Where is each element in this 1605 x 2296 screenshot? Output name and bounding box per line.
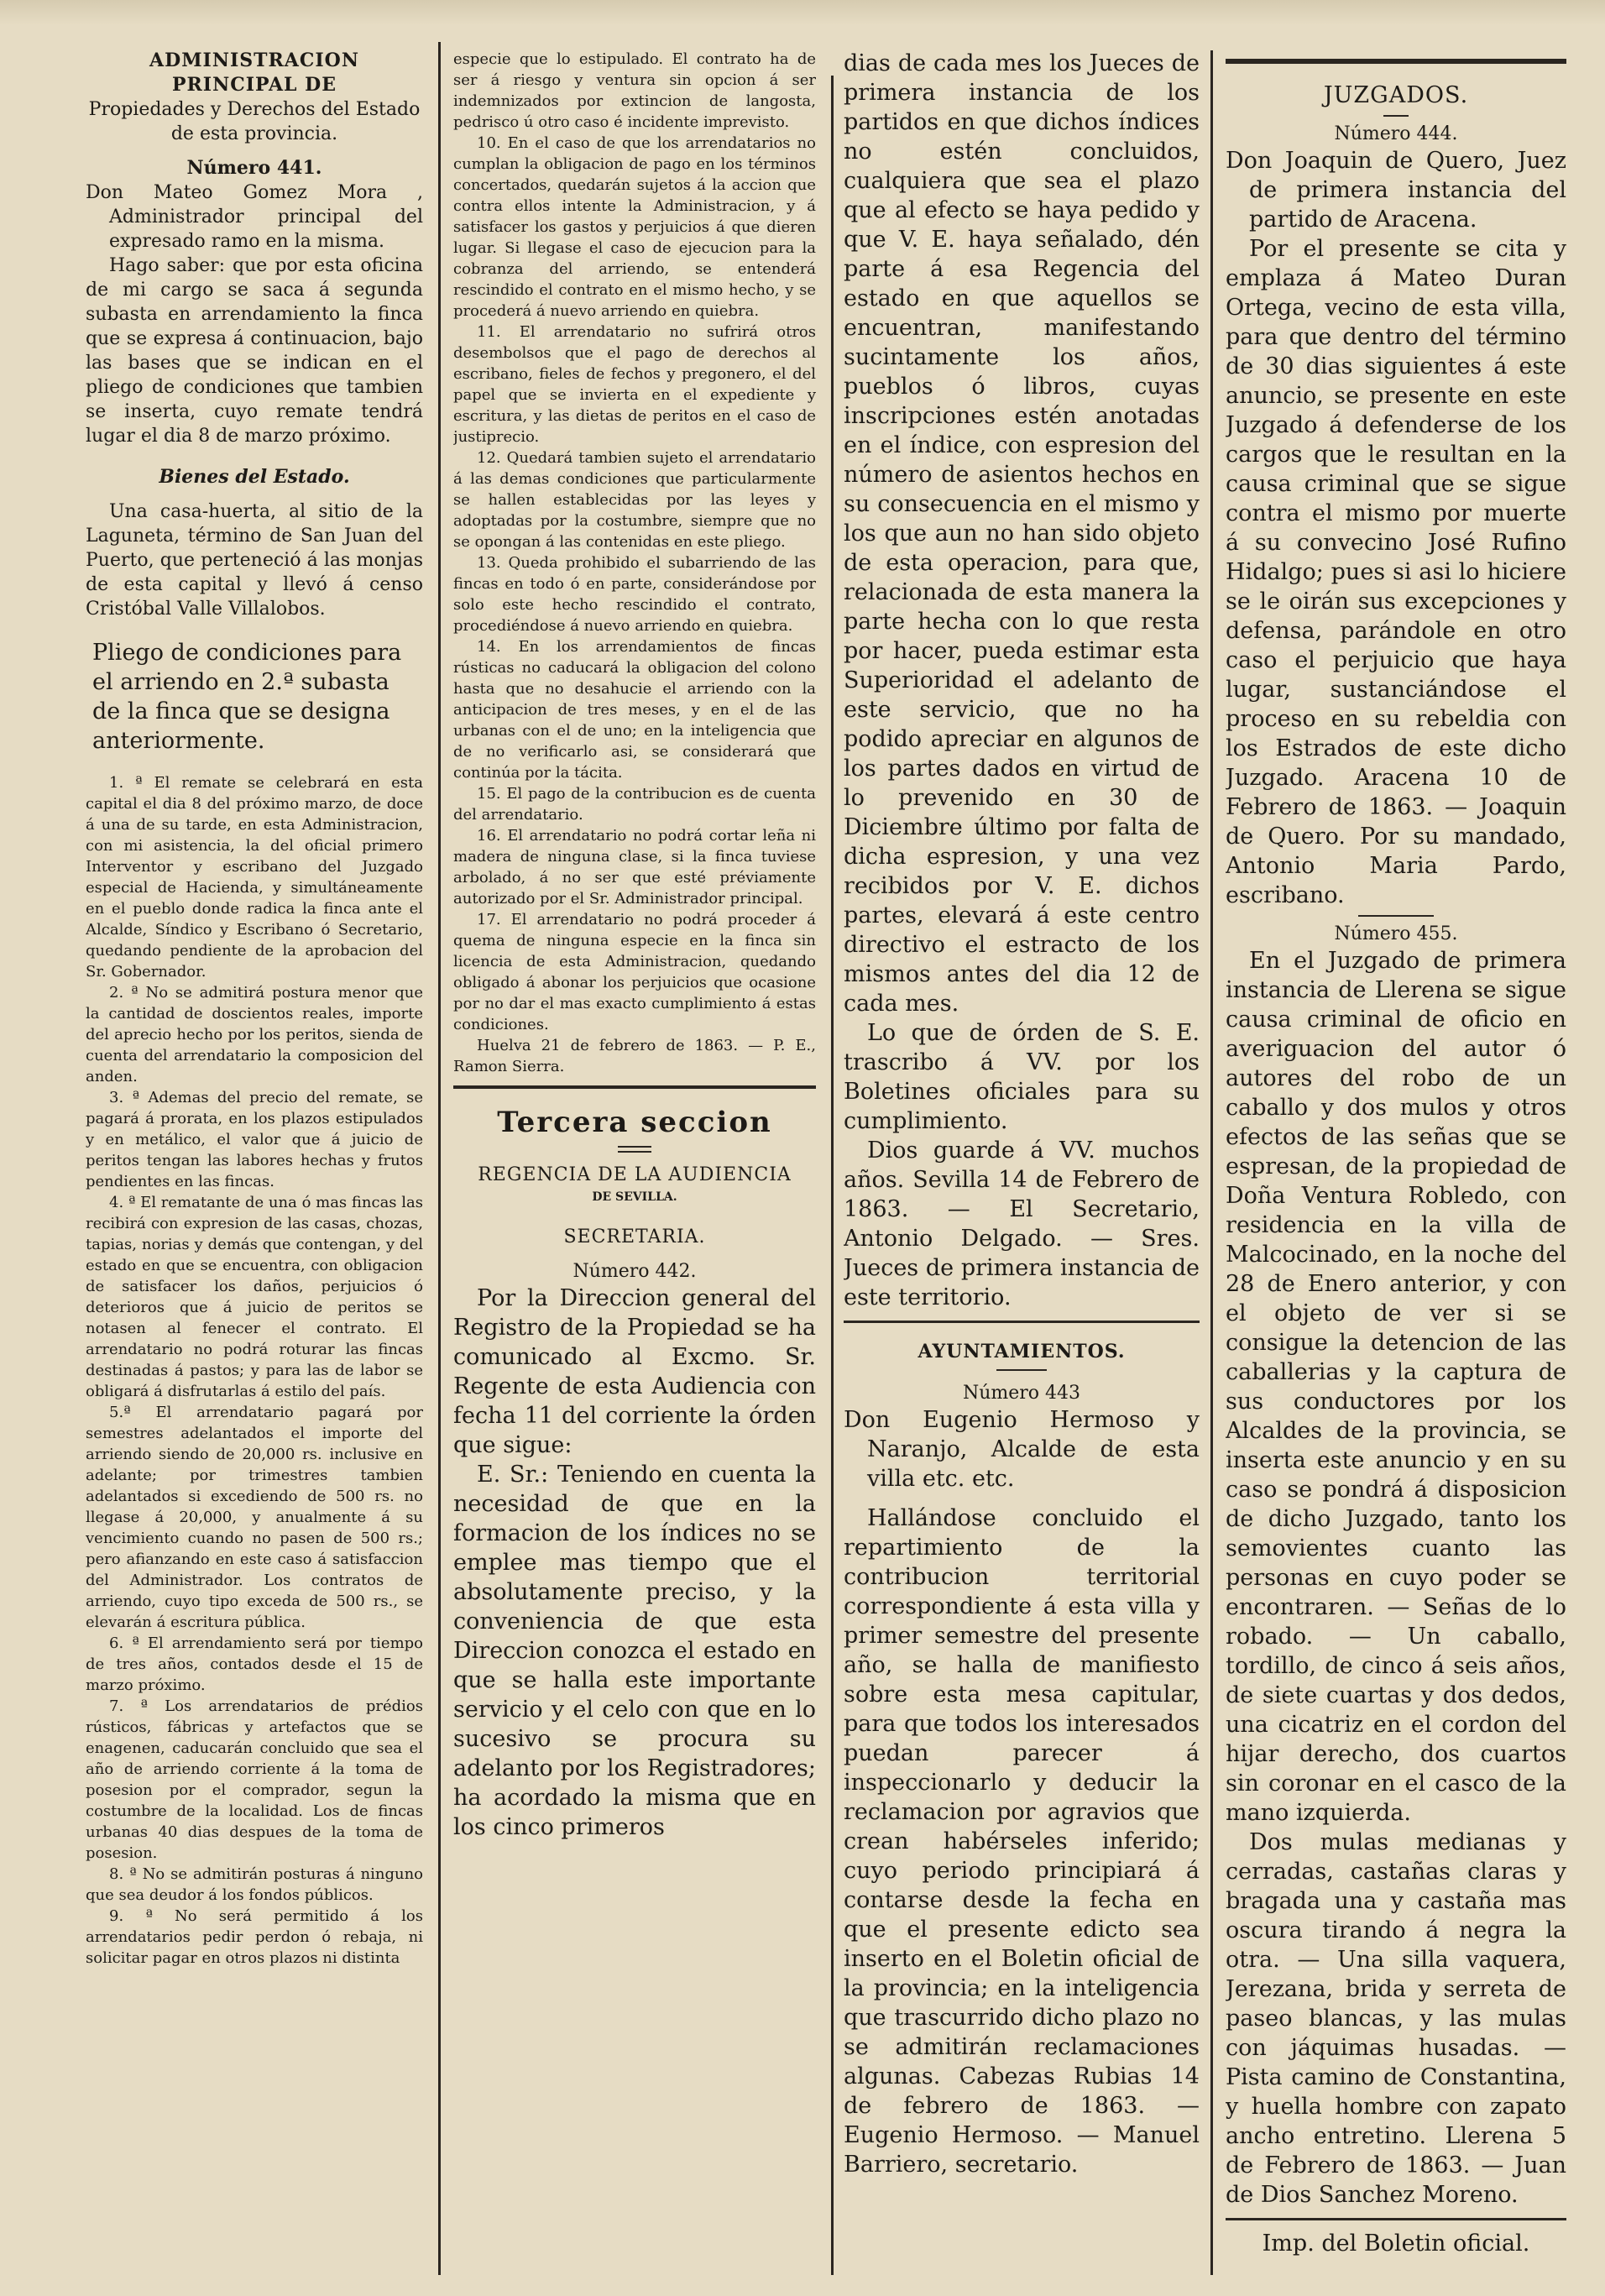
notice-body: Hago saber: que por esta oficina de mi cargo se saca á segunda subasta en arrendamiento la finca que se expresa á continuacion, bajo las bases que se indican en el pliego de condiciones que tambien se inserta, cuyo remate tendrá lugar el dia 8 de marzo próximo. <box>86 255 423 447</box>
notice-number: Número 442. <box>572 1261 697 1282</box>
short-rule <box>996 1369 1047 1371</box>
regencia-heading: REGENCIA DE LA AUDIENCIA <box>478 1164 792 1185</box>
column-4 <box>1226 59 1566 2296</box>
divider <box>844 1321 1200 1323</box>
notice-body: Hallándose concluido el repartimiento de la contribucion territorial correspondiente á esta villa y primer semestre del presente año, se halla de manifiesto sobre esta mesa capitular, para que todos los interesados puedan parecer á inspeccionarlo y deducir la reclamacion por agravios que crean habérseles inferido; cuyo periodo principiará á contarse desde la fecha en que el presente edicto sea inserto en el Boletin oficial de la provincia; en la inteligencia que trascurrido dicho plazo no se admitirán reclamaciones algunas. Cabezas Rubias 14 de febrero de 1863. — Eugenio Hermoso. — Manuel Barriero, secretario. <box>844 1505 1200 2178</box>
condition-item: 7. ª Los arrendatarios de prédios rústicos, fábricas y artefactos que se enagenen, caducarán concluido que sea el año de arriendo corriente á la toma de posesion por el comprador, segun la costumbre de la localidad. Los de fincas urbanas 40 dias despues de la toma de posesion. <box>86 1697 423 1862</box>
condition-item: 17. El arrendatario no podrá proceder á quema de ninguna especie en la finca sin licencia de esta Administracion, quedando obligado á abonar los perjuicios que ocasione por no dar el mas exacto cumplimiento á estas condiciones. <box>453 911 816 1033</box>
column-rule <box>438 42 441 2275</box>
column-rule <box>1210 50 1213 2275</box>
notice-body: Dos mulas medianas y cerradas, castañas claras y bragada una y castaña mas oscura tirando á negra la otra. — Una silla vaquera, Jerezana, brida y serreta de paseo blancas, y las mulas con jáquimas husadas. — Pista camino de Constantina, y huella hombre con zapato ancho entretino. Llerena 5 de Febrero de 1863. — Juan de Dios Sanchez Moreno. <box>1226 1829 1566 2208</box>
condition-item: 13. Queda prohibido el subarriendo de las fincas en todo ó en parte, considerándose por solo este hecho rescindido el contrato, procediéndose á nuevo arriendo en quiebra. <box>453 554 816 635</box>
condition-item: 15. El pago de la contribucion es de cuenta del arrendatario. <box>453 785 816 824</box>
notice-intro: Don Joaquin de Quero, Juez de primera instancia del partido de Aracena. <box>1226 148 1566 233</box>
condition-item: 12. Quedará tambien sujeto el arrendatario á las demas condiciones que particularmente se hallen establecidas por las leyes y adoptadas por la costumbre, siempre que no se opongan á las contenidas en este pliego. <box>453 449 816 551</box>
notice-number: Número 443 <box>962 1383 1081 1404</box>
notice-body: E. Sr.: Teniendo en cuenta la necesidad de que en la formacion de los índices no se emplee mas tiempo que el absolutamente preciso, y la conveniencia de que esta Direccion conozca el estado en que se halla este importante servicio y el celo con que en lo sucesivo se procura su adelanto por los Registradores; ha acordado la misma que en los cinco primeros <box>453 1462 816 1840</box>
notice-body: En el Juzgado de primera instancia de Llerena se sigue causa criminal de oficio en averiguacion del autor ó autores del robo de un caballo y dos mulos y otros efectos de las señas que se espresan, de la propiedad de Doña Ventura Robledo, con residencia en la villa de Malcocinado, en la noche del 28 de Enero anterior, y con el objeto de ver si se consigue la detencion de las caballerias y la captura de sus conductores por los Alcaldes de la provincia, se inserta este anuncio y en su caso se pondrá á disposicion de dicho Juzgado, tanto los semovientes cuanto las personas en cuyo poder se encontraren. — Señas de lo robado. — Un caballo, tordillo, de cinco á seis años, de siete cuartas y dos dedos, una cicatriz en el cordon del hijar derecho, dos cuartos sin coronar en el casco de la mano izquierda. <box>1226 948 1566 1826</box>
secretaria-heading: SECRETARIA. <box>563 1226 706 1247</box>
condition-item: 9. ª No será permitido á los arrendatarios pedir perdon ó rebaja, ni solicitar pagar en otros plazos ni distinta <box>86 1907 423 1967</box>
divider <box>1226 59 1566 64</box>
paper-edge <box>0 0 1605 25</box>
condition-item: 11. El arrendatario no sufrirá otros desembolsos que el pago de derechos al escribano, fieles de fechos y pregonero, el del papel que se invierta en el expediente y escritura, y las dietas de peritos en el caso de justiprecio. <box>453 323 816 446</box>
section-heading: Bienes del Estado. <box>159 466 350 488</box>
section-heading: JUZGADOS. <box>1323 82 1469 108</box>
condition-item: 1. ª El remate se celebrará en esta capital el dia 8 del próximo marzo, de doce á una de su tarde, en esta Administracion, con mi asistencia, la del oficial primero Interventor y escribano del Juzgado especial de Hacienda, y simultáneamente en el pueblo donde radica la finca ante el Alcalde, Síndico y Escribano ó Secretario, quedando pendiente de la aprobacion del Sr. Gobernador. <box>86 774 423 981</box>
condition-item: 2. ª No se admitirá postura menor que la cantidad de doscientos reales, importe del aprecio hecho por los peritos, sienda de cuenta del arrendatario la composicion del anden. <box>86 984 423 1085</box>
office-title: ADMINISTRACION PRINCIPAL DE <box>149 50 359 96</box>
condition-item: 3. ª Ademas del precio del remate, se pagará á prorata, en los plazos estipulados y en metálico, el valor que á juicio de peritos tengan las labores hechas y frutos pendientes en las fincas. <box>86 1089 423 1190</box>
double-rule <box>618 1146 651 1153</box>
office-subtitle: Propiedades y Derechos del Estado de esta provincia. <box>88 99 421 144</box>
section-heading: AYUNTAMIENTOS. <box>918 1341 1126 1362</box>
condition-item: 14. En los arrendamientos de fincas rústicas no caducará la obligacion del colono hasta que no desahucie el arriendo con la anticipacion de tres meses, y en el de las urbanas con el de uno; en la inteligencia que de no verificarlo asi, se considerará que continúa por la tácita. <box>453 638 816 782</box>
notice-number: Número 441. <box>186 157 322 179</box>
notice-intro: Don Eugenio Hermoso y Naranjo, Alcalde de esta villa etc. etc. <box>844 1407 1200 1492</box>
condition-item: 10. En el caso de que los arrendatarios no cumplan la obligacion de pago en los términos concertados, quedarán sujetos á la accion que contra ellos intente la Administracion, y á satisfacer los gastos y perjuicios á que dieren lugar. Si llegase el caso de ejecucion para la cobranza del arriendo, se entenderá rescindido el contrato en el mismo hecho, y se procederá á nuevo arriendo en quiebra. <box>453 134 816 320</box>
notice-body: Por la Direccion general del Registro de la Propiedad se ha comunicado al Excmo. Sr. Regente de esta Audiencia con fecha 11 del corriente la órden que sigue: <box>453 1285 816 1458</box>
signature: Huelva 21 de febrero de 1863. — P. E., Ramon Sierra. <box>453 1037 816 1075</box>
divider <box>1226 2218 1566 2220</box>
condition-item: 6. ª El arrendamiento será por tiempo de tres años, contados desde el 15 de marzo próximo. <box>86 1634 423 1694</box>
divider <box>453 1085 816 1089</box>
notice-intro: Don Mateo Gomez Mora , Administrador principal del expresado ramo en la misma. <box>86 182 423 252</box>
notice-body: dias de cada mes los Jueces de primera instancia de los partidos en que dichos índices no estén concluidos, cualquiera que sea el plazo que al efecto se haya pedido y que V. E. haya señalado, dén parte á esa Regencia del estado en que aquellos se encuentran, manifestando sucintamente los años, pueblos ó libros, cuyas inscripciones estén anotadas en el índice, con espresion del número de asientos hechos en su consecuencia en el mismo y los que aun no han sido objeto de esta operacion, para que, relacionada de esta manera la parte hecha con lo que resta por hacer, pueda estimar esta Superioridad el adelanto de este servicio, que no ha podido apreciar en algunos de los partes dados en virtud de lo prevenido en 30 de Diciembre último por falta de dicha espresion, y una vez recibidos por V. E. dichos partes, elevará á este centro directivo el estracto de los mismos antes del dia 12 de cada mes. <box>844 50 1200 1017</box>
notice-number: Número 455. <box>1334 923 1458 944</box>
conditions-heading: Pliego de condiciones para el arriendo en 2.ª subasta de la finca que se designa anteriormente. <box>92 640 402 754</box>
condition-item: especie que lo estipulado. El contrato ha de ser á riesgo y ventura sin opcion á ser indemnizados por extincion de langosta, pedrisco ú otro caso é incidente imprevisto. <box>453 50 816 131</box>
column-2 <box>453 49 816 2265</box>
property-description: Una casa-huerta, al sitio de la Laguneta, término de San Juan del Puerto, que perteneció á las monjas de esta capital y llevó á censo Cristóbal Valle Villalobos. <box>86 501 423 620</box>
condition-item: 16. El arrendatario no podrá cortar leña ni madera de ninguna clase, si la finca tuviese arbolado, á no ser que esté préviamente autorizado por el Sr. Administrador principal. <box>453 827 816 907</box>
regencia-subheading: DE SEVILLA. <box>592 1190 677 1204</box>
condition-item: 8. ª No se admitirán posturas á ninguno que sea deudor á los fondos públicos. <box>86 1865 423 1904</box>
column-3 <box>844 49 1200 2286</box>
notice-number: Número 444. <box>1334 123 1458 144</box>
conditions-list-continued <box>453 49 816 1035</box>
short-rule <box>1383 115 1409 117</box>
column-1 <box>86 49 423 2231</box>
condition-item: 4. ª El rematante de una ó mas fincas las recibirá con expresion de las casas, chozas, tapias, norias y demás que contengan, y del estado en que se encuentra, con obligacion de satisfacer los daños, perjuicios ó deterioros que á juicio de peritos se notasen al fenecer el contrato. El arrendatario no podrá roturar las fincas destinadas á pastos; y para las de labor se obligará á disfrutarlas á estilo del país. <box>86 1194 423 1400</box>
column-rule <box>831 76 834 2275</box>
notice-body: Por el presente se cita y emplaza á Mateo Duran Ortega, vecino de esta villa, para que dentro del término de 30 dias siguientes á este anuncio, se presente en este Juzgado á defenderse de los cargos que le resultan en la causa criminal que se sigue contra el mismo por muerte á su convecino José Rufino Hidalgo; pues si asi lo hiciere se le oirán sus excepciones y defensa, parándole en otro caso el perjuicio que haya lugar, sustanciándose el proceso en su rebeldia con los Estrados de este dicho Juzgado. Aracena 10 de Febrero de 1863. — Joaquin de Quero. Por su mandado, Antonio Maria Pardo, escribano. <box>1226 236 1566 908</box>
condition-item: 5.ª El arrendatario pagará por semestres adelantados el importe del arriendo siendo de 20,000 rs. inclusive en adelante; por trimestres tambien adelantados si excediendo de 500 rs. no llegase á 20,000, y anualmente á su vencimiento cuando no pasen de 500 rs.; pero afianzando en este caso á satisfaccion del Administrador. Los contratos de arriendo, cuyo tipo exceda de 500 rs., se elevarán á escritura pública. <box>86 1404 423 1631</box>
notice-body: Dios guarde á VV. muchos años. Sevilla 14 de Febrero de 1863. — El Secretario, Antonio Delgado. — Sres. Jueces de primera instancia de este territorio. <box>844 1138 1200 1310</box>
printer-imprint: Imp. del Boletin oficial. <box>1262 2231 1530 2257</box>
notice-body: Lo que de órden de S. E. trascribo á VV. por los Boletines oficiales para su cumplimiento. <box>844 1020 1200 1134</box>
short-rule <box>1358 915 1434 917</box>
conditions-list <box>86 772 423 1969</box>
section-title: Tercera seccion <box>497 1106 772 1139</box>
